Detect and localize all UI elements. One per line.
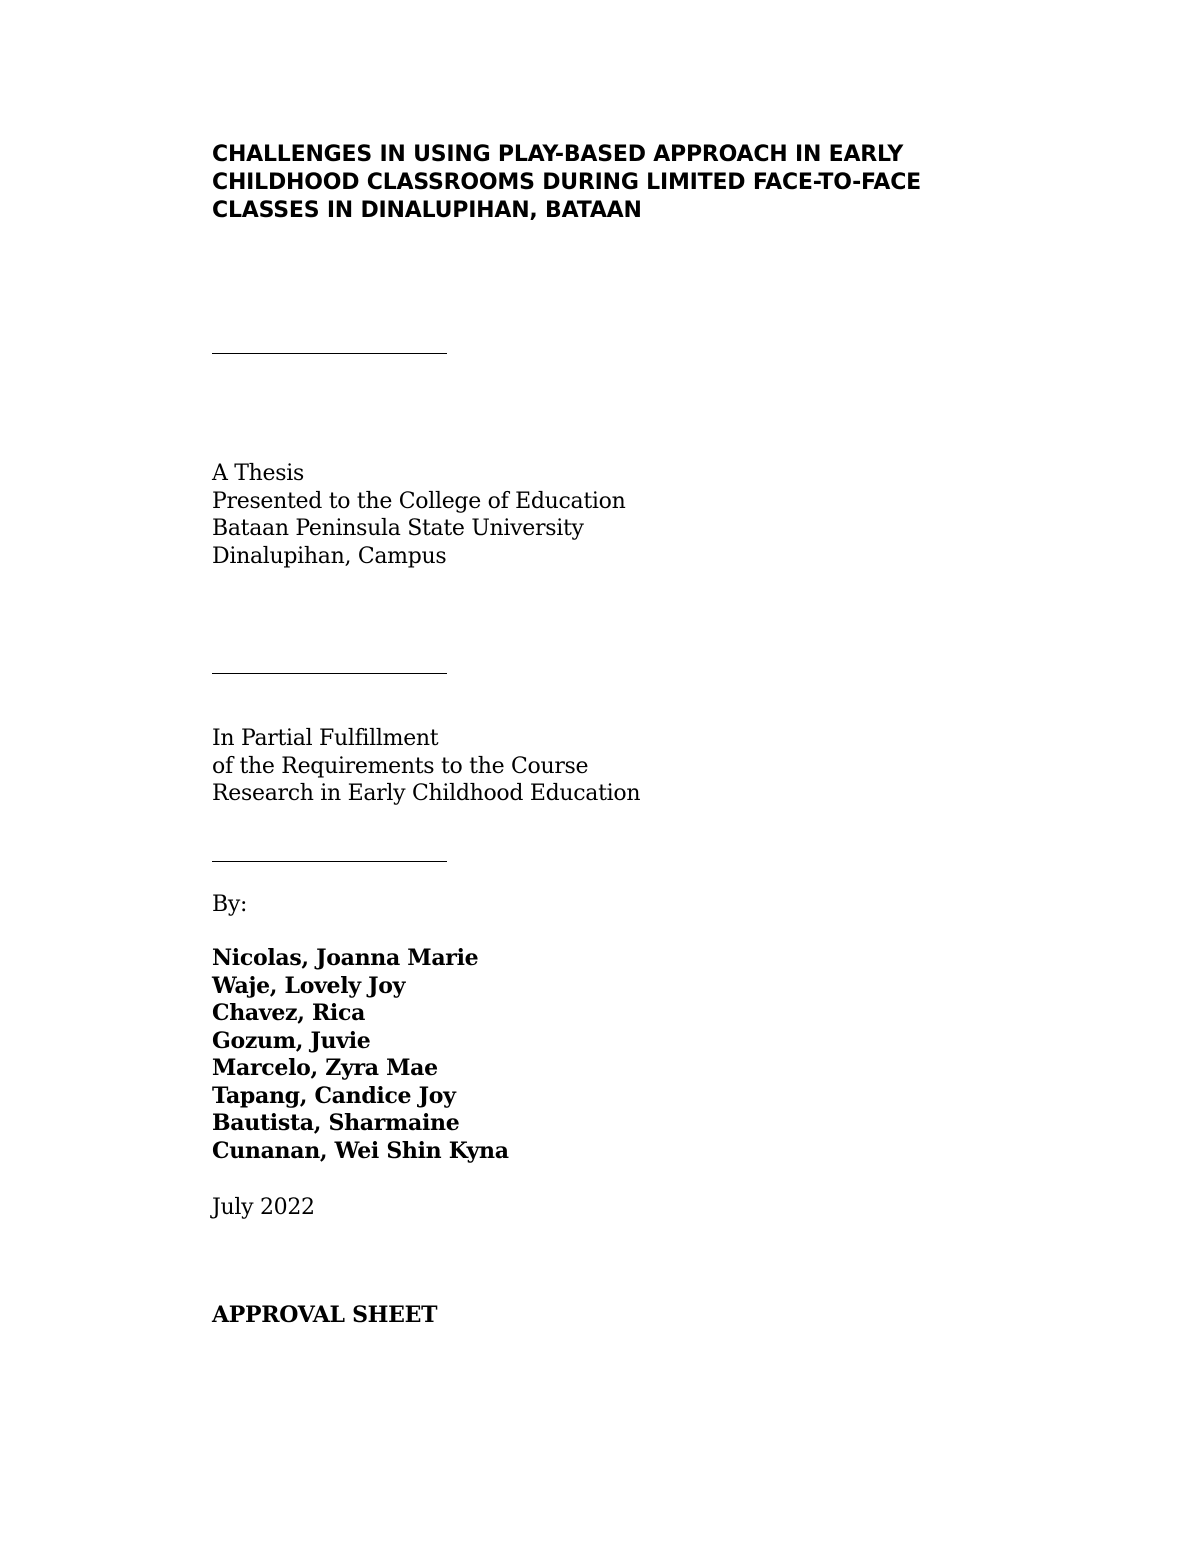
fulfillment-line: In Partial Fulfillment (212, 726, 439, 751)
author-list (212, 945, 1112, 1165)
author-name: Waje, Lovely Joy (212, 972, 406, 999)
author-name: Nicolas, Joanna Marie (212, 945, 479, 971)
author-name: Tapang, Candice Joy (212, 1082, 456, 1109)
author-name: Chavez, Rica (212, 1000, 366, 1026)
presentation-block (212, 460, 1112, 570)
thesis-title (212, 141, 1072, 225)
author-name: Bautista, Sharmaine (212, 1110, 460, 1136)
submission-date: July 2022 (212, 1195, 315, 1220)
author-name: Gozum, Juvie (212, 1027, 371, 1054)
fulfillment-line: of the Requirements to the Course (212, 753, 589, 779)
title-line: CHILDHOOD CLASSROOMS DURING LIMITED FACE-TO-FACE (212, 170, 921, 195)
title-line: CHALLENGES IN USING PLAY-BASED APPROACH IN EARLY (212, 142, 904, 167)
fulfillment-line: Research in Early Childhood Education (212, 781, 641, 806)
separator-line (212, 861, 447, 862)
separator-line (212, 673, 447, 674)
author-name: Cunanan, Wei Shin Kyna (212, 1137, 509, 1164)
by-label: By: (212, 892, 248, 917)
title-line: CLASSES IN DINALUPIHAN, BATAAN (212, 198, 642, 223)
presentation-line: Dinalupihan, Campus (212, 543, 447, 569)
presentation-line: Bataan Peninsula State University (212, 516, 584, 541)
author-name: Marcelo, Zyra Mae (212, 1055, 438, 1081)
fulfillment-block (212, 725, 1112, 808)
presentation-line: A Thesis (212, 461, 304, 486)
separator-line (212, 353, 447, 354)
presentation-line: Presented to the College of Education (212, 488, 626, 514)
approval-sheet-heading: APPROVAL SHEET (212, 1302, 438, 1328)
